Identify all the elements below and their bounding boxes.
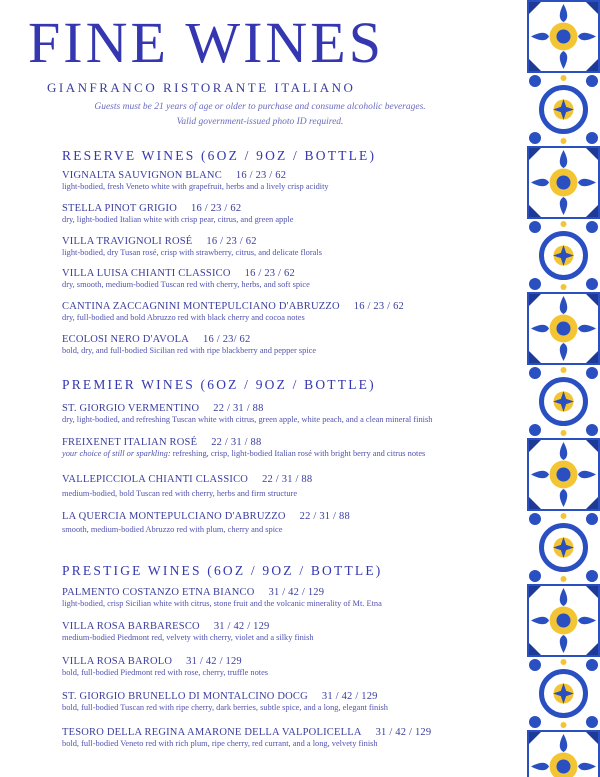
- wine-name: VILLA TRAVIGNOLI ROSÉ: [62, 236, 193, 247]
- wine-price: 16 / 23 / 62: [353, 301, 404, 312]
- wine-name: ST. GIORGIO VERMENTINO: [62, 403, 200, 414]
- wine-description: medium-bodied Piedmont red, velvety with cherry, violet and a silky finish: [62, 633, 314, 642]
- wine-price: 16 / 23 / 62: [235, 170, 287, 181]
- page-title: FINE WINES: [28, 10, 384, 75]
- wine-price: 31 / 42 / 129: [186, 656, 242, 667]
- wine-name: ST. GIORGIO BRUNELLO DI MONTALCINO DOCG: [62, 691, 308, 702]
- wine-item: [62, 334, 512, 356]
- serving-choice-note: your choice of still or sparkling:: [62, 449, 171, 458]
- wine-name: ECOLOSI NERO D'AVOLA: [62, 334, 190, 345]
- wine-item: [62, 691, 512, 713]
- wine-item: [62, 203, 512, 225]
- wine-name: VALLEPICCIOLA CHIANTI CLASSICO: [62, 474, 249, 485]
- tile-border-decoration: [527, 0, 600, 777]
- wine-item: [62, 236, 512, 258]
- wine-item: [62, 511, 512, 535]
- section-heading-prestige: PRESTIGE WINES (6OZ / 9OZ / BOTTLE): [62, 563, 383, 578]
- wine-name: FREIXENET ITALIAN ROSÉ: [62, 437, 198, 448]
- wine-price: 31 / 42 / 129: [375, 727, 432, 738]
- wine-name: PALMENTO COSTANZO ETNA BIANCO: [62, 587, 255, 598]
- wine-description: dry, light-bodied Italian white with crisp pear, citrus, and green apple: [62, 215, 294, 224]
- wine-description: light-bodied, dry Tusan rosé, crisp with strawberry, citrus, and delicate florals: [62, 248, 322, 257]
- wine-name: STELLA PINOT GRIGIO: [62, 203, 178, 214]
- restaurant-name: GIANFRANCO RISTORANTE ITALIANO: [47, 80, 356, 95]
- wine-name: TESORO DELLA REGINA AMARONE DELLA VALPOLICELLA: [62, 727, 362, 738]
- wine-description: bold, full-bodied Tuscan red with ripe cherry, dark berries, subtle spice, and a long, elegant finish: [62, 703, 388, 712]
- wine-description: bold, full-bodied Veneto red with rich plum, ripe cherry, red currant, and a long, velvety finish: [62, 739, 378, 748]
- wine-item: [62, 268, 512, 290]
- wine-description: bold, dry, and full-bodied Sicilian red with ripe blackberry and pepper spice: [62, 346, 317, 355]
- wine-item: [62, 403, 512, 425]
- age-notice-line-2: Valid government-issued photo ID required.: [176, 117, 344, 127]
- wine-description: dry, smooth, medium-bodied Tuscan red with cherry, herbs, and soft spice: [62, 280, 310, 289]
- wine-item: [62, 301, 512, 323]
- wine-description: medium-bodied, bold Tuscan red with cherry, herbs and firm structure: [62, 489, 298, 498]
- wine-name: LA QUERCIA MONTEPULCIANO D'ABRUZZO: [62, 511, 286, 522]
- wine-price: 22 / 31 / 88: [211, 437, 262, 448]
- age-notice: [0, 100, 520, 130]
- wine-price: 16 / 23 / 62: [244, 268, 295, 279]
- age-notice-line-1: Guests must be 21 years of age or older to purchase and consume alcoholic beverages.: [94, 102, 426, 112]
- section-heading-reserve: RESERVE WINES (6OZ / 9OZ / BOTTLE): [62, 148, 377, 163]
- wine-description: dry, light-bodied, and refreshing Tuscan white with citrus, green apple, white peach, and a clean mineral finish: [62, 415, 433, 424]
- wine-item: [62, 727, 512, 749]
- wine-item: [62, 656, 512, 678]
- wine-item: [62, 437, 512, 459]
- wine-name: CANTINA ZACCAGNINI MONTEPULCIANO D'ABRUZZO: [62, 301, 340, 312]
- wine-item: [62, 170, 512, 192]
- wine-price: 22 / 31 / 88: [213, 403, 264, 414]
- wine-description: smooth, medium-bodied Abruzzo red with plum, cherry and spice: [62, 525, 283, 534]
- wine-description: light-bodied, crisp Sicilian white with citrus, stone fruit and the volcanic minerality of Mt. Etna: [62, 599, 382, 608]
- majolica-tile-pattern-icon: [527, 0, 600, 777]
- wine-price: 16 / 23 / 62: [191, 203, 242, 214]
- wine-description-text: refreshing, crisp, light-bodied Italian rosé with bright berry and citrus notes: [170, 449, 426, 458]
- wine-price: 22 / 31 / 88: [262, 474, 313, 485]
- wine-price: 31 / 42 / 129: [268, 587, 325, 598]
- wine-item: [62, 621, 512, 643]
- wine-name: VILLA ROSA BAROLO: [62, 656, 173, 667]
- wine-description: light-bodied, fresh Veneto white with grapefruit, herbs and a lively crisp acidity: [62, 182, 329, 191]
- wine-name: VIGNALTA SAUVIGNON BLANC: [62, 170, 222, 181]
- wine-name: VILLA ROSA BARBARESCO: [62, 621, 200, 632]
- wine-price: 16 / 23/ 62: [203, 334, 251, 345]
- wine-price: 31 / 42 / 129: [321, 691, 378, 702]
- wine-price: 16 / 23 / 62: [206, 236, 257, 247]
- wine-item: [62, 587, 512, 609]
- wine-description: dry, full-bodied and bold Abruzzo red with black cherry and cocoa notes: [62, 313, 305, 322]
- wine-name: VILLA LUISA CHIANTI CLASSICO: [62, 268, 231, 279]
- section-heading-premier: PREMIER WINES (6OZ / 9OZ / BOTTLE): [62, 377, 376, 392]
- wine-description: bold, full-bodied Piedmont red with rose, cherry, truffle notes: [62, 668, 269, 677]
- wine-description: [62, 448, 512, 459]
- wine-price: 22 / 31 / 88: [299, 511, 350, 522]
- wine-price: 31 / 42 / 129: [213, 621, 270, 632]
- wine-item: [62, 474, 512, 499]
